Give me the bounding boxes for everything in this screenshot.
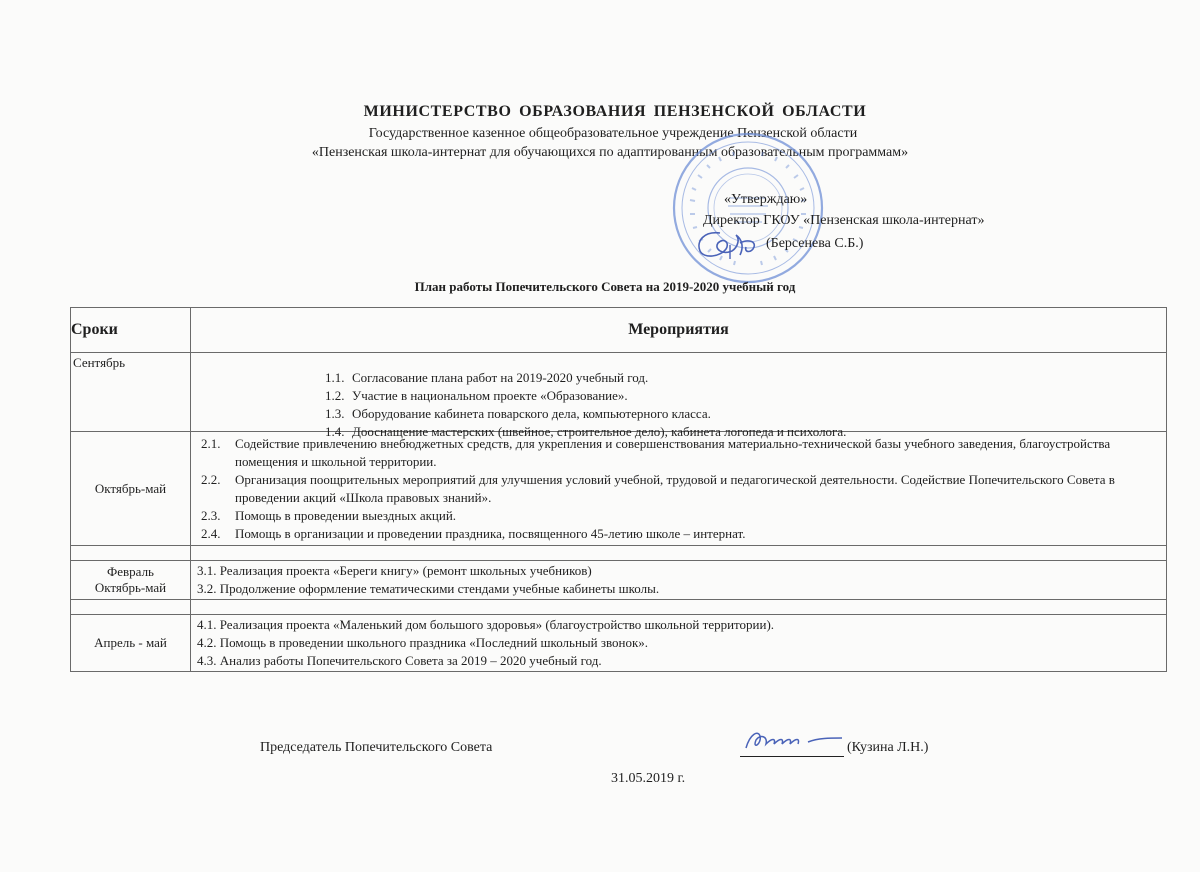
spacer-row [71,600,1167,615]
table-row [71,561,1167,600]
list-item: 2.2. Организация поощрительных мероприятий для улучшения условий учебной, трудовой и педагогической деятельности. Содействие Попечительского Совета в проведении акций «Школа правовых знаний». [201,472,1115,505]
period-cell [71,561,191,600]
list-item: 1.3. Оборудование кабинета поварского дела, компьютерного класса. [325,406,711,421]
list-item: 4.2. Помощь в проведении школьного праздника «Последний школьный звонок». [197,635,649,650]
period-cell: Апрель - май [71,615,191,672]
period-line: Октябрь-май [94,580,167,595]
plan-title: План работы Попечительского Совета на 2019-2020 учебный год [414,279,796,294]
director-name: (Берсенева С.Б.) [766,236,864,251]
school-name: «Пензенская школа-интернат для обучающихся по адаптированным образовательным программам» [311,145,909,160]
signature-line [740,756,844,757]
chair-signature-image [738,726,848,756]
events-cell [191,615,1167,672]
list-item: 4.3. Анализ работы Попечительского Совета за 2019 – 2020 учебный год. [197,653,602,668]
document-date: 31.05.2019 г. [611,771,686,786]
column-header-events: Мероприятия [191,308,1167,353]
period-cell: Сентябрь [71,353,191,432]
list-item: 2.4. Помощь в организации и проведении праздника, посвященного 45-летию школе – интернат. [201,526,746,541]
plan-table [70,307,1167,672]
list-item: 1.4. Дооснащение мастерских (швейное, строительное дело), кабинета логопеда и психолога. [325,424,847,439]
events-cell [191,432,1167,546]
approval-label: «Утверждаю» [724,192,808,207]
list-item: 4.1. Реализация проекта «Маленький дом большого здоровья» (благоустройство школьной территории). [197,617,775,632]
table-row [71,615,1167,672]
chair-name: (Кузина Л.Н.) [847,740,929,755]
spacer-row [71,546,1167,561]
table-row [71,353,1167,432]
list-item: 3.2. Продолжение оформление тематическими стендами учебные кабинеты школы. [197,581,660,596]
ministry-title: МИНИСТЕРСТВО ОБРАЗОВАНИЯ ПЕНЗЕНСКОЙ ОБЛАСТИ [363,103,867,120]
list-item: 2.3. Помощь в проведении выездных акций. [201,508,457,523]
list-item: 2.1. Содействие привлечению внебюджетных средств, для укрепления и совершенствования материально-технической базы учебного заведения, благоустройства помещения и школьной территории. [201,436,1111,469]
table-row [71,432,1167,546]
events-cell [191,561,1167,600]
period-cell: Октябрь-май [71,432,191,546]
chair-label: Председатель Попечительского Совета [260,740,493,755]
director-signature-image [690,225,770,265]
events-cell [191,353,1167,439]
list-item: 1.2. Участие в национальном проекте «Образование». [325,388,628,403]
table-header-row [71,308,1167,353]
list-item: 3.1. Реализация проекта «Береги книгу» (ремонт школьных учебников) [197,563,592,578]
column-header-period: Сроки [71,308,191,353]
director-title: Директор ГКОУ «Пензенская школа-интернат» [703,213,985,228]
institution-name: Государственное казенное общеобразовательное учреждение Пензенской области [368,126,858,141]
period-line: Февраль [107,564,154,579]
list-item: 1.1. Согласование плана работ на 2019-2020 учебный год. [325,370,649,385]
